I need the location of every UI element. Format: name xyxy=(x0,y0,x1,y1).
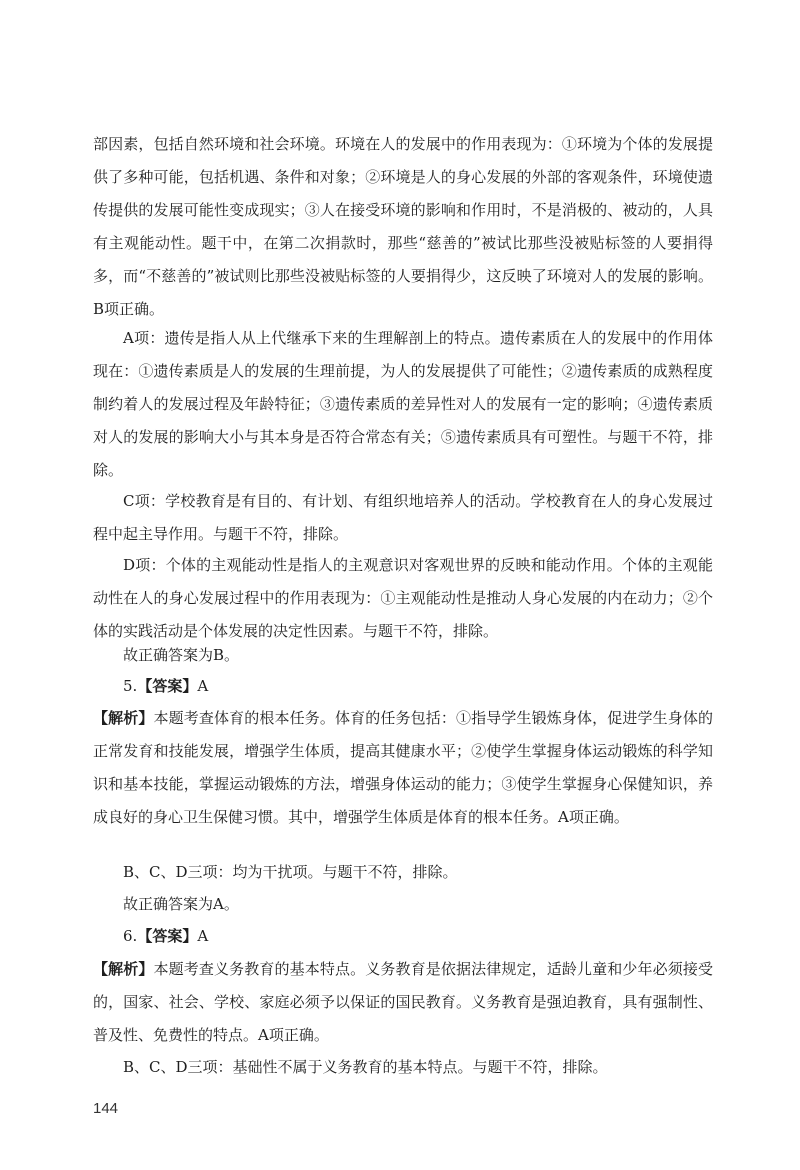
q6-answer-line xyxy=(93,920,713,953)
paragraph-option-c: C项：学校教育是有目的、有计划、有组织地培养人的活动。学校教育在人的身心发展过程中起主导作用。与题干不符，排除。 xyxy=(93,492,713,543)
q6-analysis-text: 本题考查义务教育的基本特点。义务教育是依据法律规定，适龄儿童和少年必须接受的，国家、社会、学校、家庭必须予以保证的国民教育。义务教育是强迫教育，具有强制性、普及性、免费性的特点。A项正确。 xyxy=(93,960,713,1044)
q6-analysis xyxy=(93,953,713,1052)
q6-other-options: B、C、D三项：基础性不属于义务教育的基本特点。与题干不符，排除。 xyxy=(123,1058,608,1076)
q5-other-options: B、C、D三项：均为干扰项。与题干不符，排除。 xyxy=(123,863,458,881)
q5-answer: A xyxy=(197,677,209,695)
paragraph-option-d: D项：个体的主观能动性是指人的主观意识对客观世界的反映和能动作用。个体的主观能动性在人的身心发展过程中的作用表现为：①主观能动性是推动人身心发展的内在动力；②个体的实践活动是个体发展的决定性因素。与题干不符，排除。 xyxy=(93,556,713,640)
q5-analysis xyxy=(93,702,713,834)
q5-number: 5. xyxy=(123,677,138,695)
q6-answer-tag: 【答案】 xyxy=(137,927,198,945)
q5-answer-line xyxy=(93,670,713,703)
q5-analysis-tag: 【解析】 xyxy=(93,709,154,727)
conclusion-q4: 故正确答案为B。 xyxy=(123,646,240,664)
q6-analysis-tag: 【解析】 xyxy=(93,960,154,978)
q6-number: 6. xyxy=(123,927,138,945)
q5-answer-tag: 【答案】 xyxy=(137,677,198,695)
paragraph-option-a: A项：遗传是指人从上代继承下来的生理解剖上的特点。遗传素质在人的发展中的作用体现在：①遗传素质是人的发展的生理前提，为人的发展提供了可能性；②遗传素质的成熟程度制约着人的发展过程及年龄特征；③遗传素质的差异性对人的发展有一定的影响；④遗传素质对人的发展的影响大小与其本身是否符合常态有关；⑤遗传素质具有可塑性。与题干不符，排除。 xyxy=(93,329,713,479)
q5-analysis-text: 本题考查体育的根本任务。体育的任务包括：①指导学生锻炼身体，促进学生身体的正常发育和技能发展，增强学生体质，提高其健康水平；②使学生掌握身体运动锻炼的科学知识和基本技能，掌握运动锻炼的方法，增强身体运动的能力；③使学生掌握身心保健知识，养成良好的身心卫生保健习惯。其中，增强学生体质是体育的根本任务。A项正确。 xyxy=(93,709,713,826)
q5-conclusion: 故正确答案为A。 xyxy=(123,895,239,913)
q6-answer: A xyxy=(197,927,209,945)
page-number: 144 xyxy=(93,1100,119,1117)
paragraph-environment: 部因素，包括自然环境和社会环境。环境在人的发展中的作用表现为：①环境为个体的发展提供了多种可能，包括机遇、条件和对象；②环境是人的身心发展的外部的客观条件，环境使遗传提供的发展可能性变成现实；③人在接受环境的影响和作用时，不是消极的、被动的，人具有主观能动性。题干中，在第二次捐款时，那些“慈善的”被试比那些没被贴标签的人要捐得多，而“不慈善的”被试则比那些没被贴标签的人要捐得少，这反映了环境对人的发展的影响。B项正确。 xyxy=(93,135,713,318)
